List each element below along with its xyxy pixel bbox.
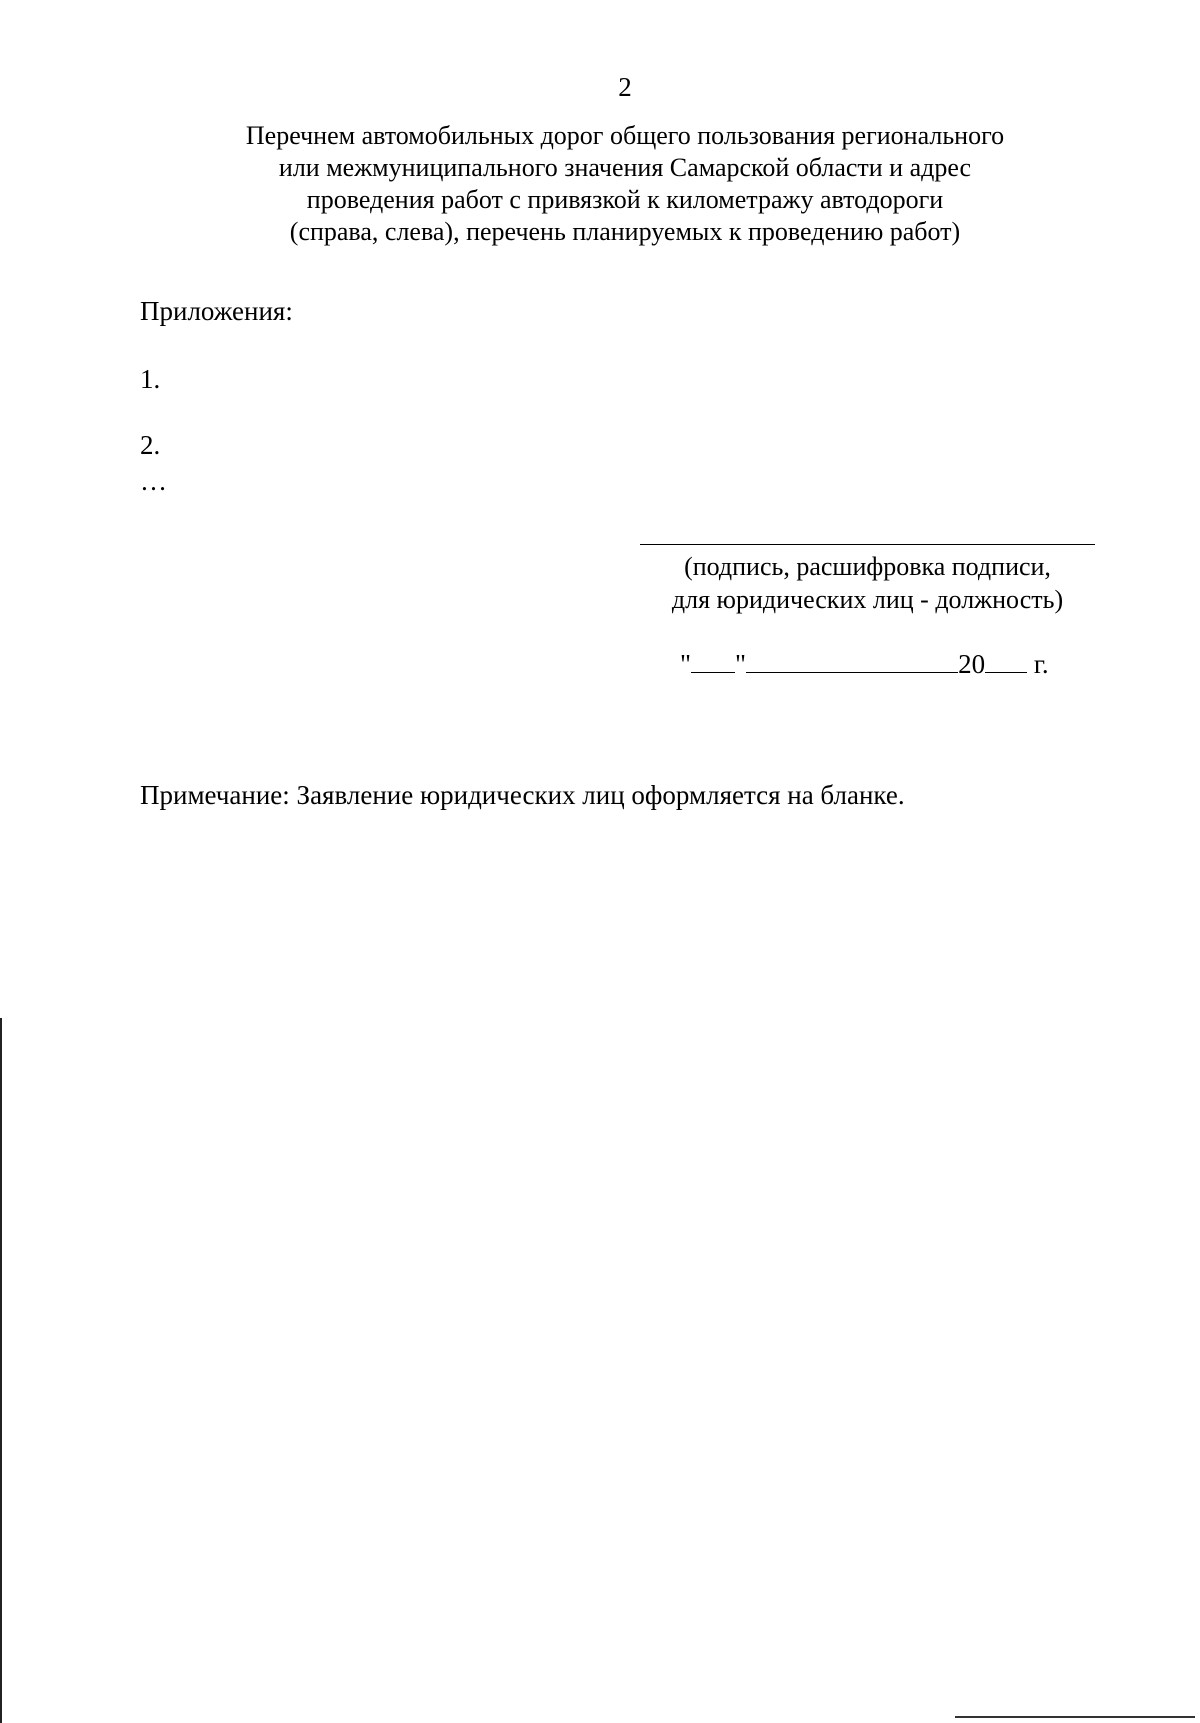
- attachments-label: Приложения:: [140, 296, 293, 326]
- heading-line: Перечнем автомобильных дорог общего пользования регионального: [245, 121, 1005, 150]
- month-blank: [746, 648, 958, 673]
- signature-caption-line: для юридических лиц - должность): [671, 585, 1064, 614]
- day-blank: [691, 648, 735, 673]
- date-field: [680, 648, 1049, 680]
- signature-caption-line: (подпись, расшифровка подписи,: [684, 552, 1051, 581]
- heading-line: (справа, слева), перечень планируемых к проведению работ): [289, 217, 961, 246]
- attachments-ellipsis: …: [140, 466, 167, 496]
- signature-caption: [640, 550, 1095, 616]
- year-prefix: 20: [958, 649, 986, 679]
- year-suffix: г.: [1033, 649, 1049, 679]
- note-text: Примечание: Заявление юридических лиц оформляется на бланке.: [140, 780, 905, 810]
- heading-line: проведения работ с привязкой к километражу автодороги: [306, 185, 944, 214]
- document-heading: [200, 120, 1050, 248]
- attachment-item-2: 2.: [140, 430, 161, 460]
- date-close-quote: ": [735, 649, 747, 679]
- scan-edge-shadow: [0, 1018, 2, 1723]
- scan-bottom-marks: [955, 1716, 1195, 1720]
- attachment-item-1: 1.: [140, 364, 161, 394]
- year-blank: [985, 648, 1027, 673]
- heading-line: или межмуниципального значения Самарской области и адрес: [278, 153, 972, 182]
- date-open-quote: ": [680, 649, 692, 679]
- signature-line: [640, 544, 1095, 545]
- page-number: 2: [618, 72, 632, 102]
